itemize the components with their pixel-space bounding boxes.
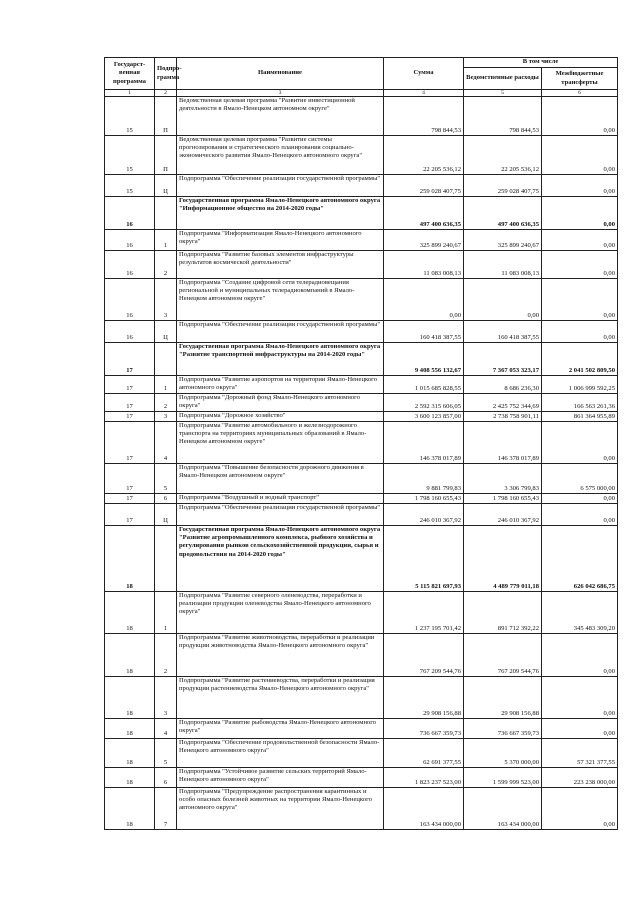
- sum-cell: 1 823 237 523,00: [384, 768, 464, 788]
- sum-cell: 1 015 685 828,55: [384, 376, 464, 394]
- departmental-cell: 8 686 236,30: [464, 376, 542, 394]
- gos-program-cell: 16: [105, 321, 155, 343]
- table-row: [105, 230, 618, 251]
- name-cell: Подпрограмма "Предупреждение распространения карантинных и особо опасных болезней животных на территории Ямало-Ненецкого автономного округа": [177, 788, 384, 830]
- header-gos-program: Государст-венная программа: [105, 58, 155, 90]
- name-cell: Подпрограмма "Развитие растениеводства, переработки и реализация продукции растениеводства Ямало-Ненецкого автономного округа": [177, 677, 384, 719]
- table-row: [105, 494, 618, 504]
- interbudget-cell: 6 575 000,00: [542, 464, 618, 494]
- gos-program-cell: 17: [105, 464, 155, 494]
- gos-program-cell: 18: [105, 788, 155, 830]
- table-row: [105, 788, 618, 830]
- name-cell: Подпрограмма "Повышение безопасности дорожного движения в Ямало-Ненецком автономном округе": [177, 464, 384, 494]
- sum-cell: 9 881 799,83: [384, 464, 464, 494]
- departmental-cell: 798 844,53: [464, 97, 542, 136]
- name-cell: Подпрограмма "Информатизация Ямало-Ненецкого автономного округа": [177, 230, 384, 251]
- table-row: [105, 768, 618, 788]
- table-row: [105, 412, 618, 422]
- table-row: [105, 376, 618, 394]
- table-row: [105, 422, 618, 464]
- podprogram-cell: 1: [155, 592, 177, 634]
- departmental-cell: 2 425 752 344,69: [464, 394, 542, 412]
- table-row: [105, 719, 618, 739]
- header-interbudget: Межбюджетные трансферты: [542, 68, 618, 90]
- name-cell: Подпрограмма "Развитие аэропортов на территории Ямало-Ненецкого автономного округа": [177, 376, 384, 394]
- podprogram-cell: 4: [155, 422, 177, 464]
- header-sum: Сумма: [384, 58, 464, 90]
- sum-cell: 3 600 123 857,00: [384, 412, 464, 422]
- gos-program-cell: 15: [105, 175, 155, 197]
- podprogram-cell: 2: [155, 394, 177, 412]
- sum-cell: 1 798 160 655,43: [384, 494, 464, 504]
- sum-cell: 736 667 359,73: [384, 719, 464, 739]
- departmental-cell: 4 489 779 011,18: [464, 526, 542, 592]
- podprogram-cell: 2: [155, 251, 177, 279]
- departmental-cell: 0,00: [464, 279, 542, 321]
- podprogram-cell: 5: [155, 739, 177, 768]
- interbudget-cell: 861 364 955,89: [542, 412, 618, 422]
- podprogram-cell: 5: [155, 464, 177, 494]
- table-row: [105, 97, 618, 136]
- departmental-cell: 7 367 053 323,17: [464, 343, 542, 376]
- sum-cell: 11 083 008,13: [384, 251, 464, 279]
- podprogram-cell: П: [155, 136, 177, 175]
- sum-cell: 29 908 156,88: [384, 677, 464, 719]
- table-row: [105, 592, 618, 634]
- gos-program-cell: 16: [105, 251, 155, 279]
- name-cell: Ведомственная целевая программа "Развитие системы прогнозирования и стратегического планирования социально-экономического развития Ямало-Ненецкого автономного округа": [177, 136, 384, 175]
- sum-cell: 767 209 544,76: [384, 634, 464, 677]
- gos-program-cell: 18: [105, 739, 155, 768]
- sum-cell: 160 418 387,55: [384, 321, 464, 343]
- name-cell: Подпрограмма "Устойчивое развитие сельских территорий Ямало-Ненецкого автономного округа": [177, 768, 384, 788]
- table-row: [105, 136, 618, 175]
- name-cell: Подпрограмма "Создание цифровой сети телерадиовещания региональной и муниципальных телерадиокомпаний в Ямало-Ненецком автономном округе": [177, 279, 384, 321]
- name-cell: Подпрограмма "Развитие рыбоводства Ямало-Ненецкого автономного округа": [177, 719, 384, 739]
- departmental-cell: 5 370 000,00: [464, 739, 542, 768]
- interbudget-cell: 2 041 502 809,50: [542, 343, 618, 376]
- departmental-cell: 160 418 387,55: [464, 321, 542, 343]
- name-cell: Подпрограмма "Дорожный фонд Ямало-Ненецкого автономного округа": [177, 394, 384, 412]
- podprogram-cell: 3: [155, 677, 177, 719]
- podprogram-cell: 3: [155, 279, 177, 321]
- departmental-cell: 259 028 407,75: [464, 175, 542, 197]
- gos-program-cell: 17: [105, 394, 155, 412]
- departmental-cell: 29 908 156,88: [464, 677, 542, 719]
- header-name: Наименование: [177, 58, 384, 90]
- name-cell: Подпрограмма "Обеспечение реализации государственной программы": [177, 504, 384, 526]
- name-cell: Государственная программа Ямало-Ненецкого автономного округа "Развитие транспортной инфраструктуры на 2014-2020 годы": [177, 343, 384, 376]
- departmental-cell: 3 306 799,83: [464, 464, 542, 494]
- table-row: [105, 677, 618, 719]
- interbudget-cell: 223 238 000,00: [542, 768, 618, 788]
- departmental-cell: 767 209 544,76: [464, 634, 542, 677]
- departmental-cell: 2 738 758 901,11: [464, 412, 542, 422]
- podprogram-cell: [155, 526, 177, 592]
- interbudget-cell: 166 563 261,36: [542, 394, 618, 412]
- table-row: [105, 634, 618, 677]
- sum-cell: 5 115 821 697,93: [384, 526, 464, 592]
- sum-cell: 246 010 367,92: [384, 504, 464, 526]
- interbudget-cell: 0,00: [542, 230, 618, 251]
- sum-cell: 163 434 000,00: [384, 788, 464, 830]
- podprogram-cell: Ц: [155, 175, 177, 197]
- sum-cell: 2 592 315 606,05: [384, 394, 464, 412]
- index-cell: 2: [155, 90, 177, 97]
- table-body: [105, 97, 618, 830]
- departmental-cell: 146 378 017,89: [464, 422, 542, 464]
- interbudget-cell: 0,00: [542, 719, 618, 739]
- interbudget-cell: 0,00: [542, 494, 618, 504]
- name-cell: Подпрограмма "Развитие животноводства, переработки и реализации продукции животноводства Ямало-Ненецкого автономного округа": [177, 634, 384, 677]
- index-cell: 6: [542, 90, 618, 97]
- gos-program-cell: 18: [105, 677, 155, 719]
- departmental-cell: 891 712 392,22: [464, 592, 542, 634]
- gos-program-cell: 18: [105, 719, 155, 739]
- table-row: [105, 343, 618, 376]
- interbudget-cell: 0,00: [542, 279, 618, 321]
- departmental-cell: 325 899 240,67: [464, 230, 542, 251]
- gos-program-cell: 18: [105, 768, 155, 788]
- name-cell: Подпрограмма "Развитие северного оленеводства, переработки и реализации продукции оленеводства Ямало-Ненецкого автономного округа": [177, 592, 384, 634]
- interbudget-cell: 0,00: [542, 788, 618, 830]
- budget-table: [104, 57, 618, 830]
- table-row: [105, 526, 618, 592]
- interbudget-cell: 0,00: [542, 136, 618, 175]
- interbudget-cell: 0,00: [542, 175, 618, 197]
- name-cell: Подпрограмма "Развитие базовых элементов инфраструктуры результатов космической деятельности": [177, 251, 384, 279]
- gos-program-cell: 15: [105, 97, 155, 136]
- sum-cell: 325 899 240,67: [384, 230, 464, 251]
- gos-program-cell: 18: [105, 526, 155, 592]
- podprogram-cell: 2: [155, 634, 177, 677]
- podprogram-cell: 6: [155, 494, 177, 504]
- name-cell: Подпрограмма "Обеспечение продовольственной безопасности Ямало-Ненецкого автономного округа": [177, 739, 384, 768]
- podprogram-cell: [155, 197, 177, 230]
- table-row: [105, 321, 618, 343]
- gos-program-cell: 18: [105, 592, 155, 634]
- name-cell: Подпрограмма "Воздушный и водный транспорт": [177, 494, 384, 504]
- sum-cell: 0,00: [384, 279, 464, 321]
- gos-program-cell: 17: [105, 412, 155, 422]
- name-cell: Подпрограмма "Дорожное хозяйство": [177, 412, 384, 422]
- name-cell: Подпрограмма "Развитие автомобильного и железнодорожного транспорта на территориях муниципальных образований в Ямало-Ненецком автономном округе": [177, 422, 384, 464]
- table-row: [105, 175, 618, 197]
- interbudget-cell: 0,00: [542, 634, 618, 677]
- header-departmental: Ведомственные расходы: [464, 68, 542, 90]
- podprogram-cell: 4: [155, 719, 177, 739]
- gos-program-cell: 15: [105, 136, 155, 175]
- podprogram-cell: Ц: [155, 321, 177, 343]
- interbudget-cell: 0,00: [542, 321, 618, 343]
- departmental-cell: 1 798 160 655,43: [464, 494, 542, 504]
- gos-program-cell: 16: [105, 230, 155, 251]
- podprogram-cell: 1: [155, 376, 177, 394]
- header-including: В том числе: [464, 58, 618, 68]
- table-row: [105, 739, 618, 768]
- sum-cell: 62 691 377,55: [384, 739, 464, 768]
- table-row: [105, 504, 618, 526]
- index-cell: 3: [177, 90, 384, 97]
- sum-cell: 22 205 536,12: [384, 136, 464, 175]
- table-row: [105, 251, 618, 279]
- interbudget-cell: 0,00: [542, 197, 618, 230]
- interbudget-cell: 0,00: [542, 422, 618, 464]
- departmental-cell: 1 599 999 523,00: [464, 768, 542, 788]
- gos-program-cell: 17: [105, 494, 155, 504]
- index-cell: 5: [464, 90, 542, 97]
- interbudget-cell: 0,00: [542, 677, 618, 719]
- podprogram-cell: 3: [155, 412, 177, 422]
- sum-cell: 798 844,53: [384, 97, 464, 136]
- gos-program-cell: 18: [105, 634, 155, 677]
- sum-cell: 1 237 195 701,42: [384, 592, 464, 634]
- index-cell: 1: [105, 90, 155, 97]
- interbudget-cell: 57 321 377,55: [542, 739, 618, 768]
- gos-program-cell: 17: [105, 343, 155, 376]
- name-cell: Подпрограмма "Обеспечение реализации государственной программы": [177, 175, 384, 197]
- podprogram-cell: 7: [155, 788, 177, 830]
- gos-program-cell: 16: [105, 279, 155, 321]
- interbudget-cell: 0,00: [542, 97, 618, 136]
- sum-cell: 497 400 636,35: [384, 197, 464, 230]
- podprogram-cell: П: [155, 97, 177, 136]
- name-cell: Государственная программа Ямало-Ненецкого автономного округа "Развитие агропромышленного комплекса, рыбного хозяйства и регулирования рынков сельскохозяйственной продукции, сырья и продовольствия на 2014-2020 годы": [177, 526, 384, 592]
- table-row: [105, 394, 618, 412]
- sum-cell: 9 408 556 132,67: [384, 343, 464, 376]
- departmental-cell: 22 205 536,12: [464, 136, 542, 175]
- departmental-cell: 11 083 008,13: [464, 251, 542, 279]
- sum-cell: 259 028 407,75: [384, 175, 464, 197]
- interbudget-cell: 345 483 309,20: [542, 592, 618, 634]
- gos-program-cell: 17: [105, 504, 155, 526]
- name-cell: Ведомственная целевая программа "Развитие инвестиционной деятельности в Ямало-Ненецком автономном округе": [177, 97, 384, 136]
- index-cell: 4: [384, 90, 464, 97]
- podprogram-cell: [155, 343, 177, 376]
- table-row: [105, 197, 618, 230]
- podprogram-cell: Ц: [155, 504, 177, 526]
- gos-program-cell: 17: [105, 422, 155, 464]
- podprogram-cell: 6: [155, 768, 177, 788]
- name-cell: Государственная программа Ямало-Ненецкого автономного округа "Информационное общество на 2014-2020 годы": [177, 197, 384, 230]
- interbudget-cell: 0,00: [542, 251, 618, 279]
- departmental-cell: 736 667 359,73: [464, 719, 542, 739]
- header-podprogram: Подпро-грамма: [155, 58, 177, 90]
- sum-cell: 146 378 017,89: [384, 422, 464, 464]
- table-row: [105, 279, 618, 321]
- table-row: [105, 464, 618, 494]
- podprogram-cell: 1: [155, 230, 177, 251]
- interbudget-cell: 1 006 999 592,25: [542, 376, 618, 394]
- departmental-cell: 163 434 000,00: [464, 788, 542, 830]
- interbudget-cell: 626 042 686,75: [542, 526, 618, 592]
- departmental-cell: 246 010 367,92: [464, 504, 542, 526]
- gos-program-cell: 17: [105, 376, 155, 394]
- gos-program-cell: 16: [105, 197, 155, 230]
- interbudget-cell: 0,00: [542, 504, 618, 526]
- departmental-cell: 497 400 636,35: [464, 197, 542, 230]
- name-cell: Подпрограмма "Обеспечение реализации государственной программы": [177, 321, 384, 343]
